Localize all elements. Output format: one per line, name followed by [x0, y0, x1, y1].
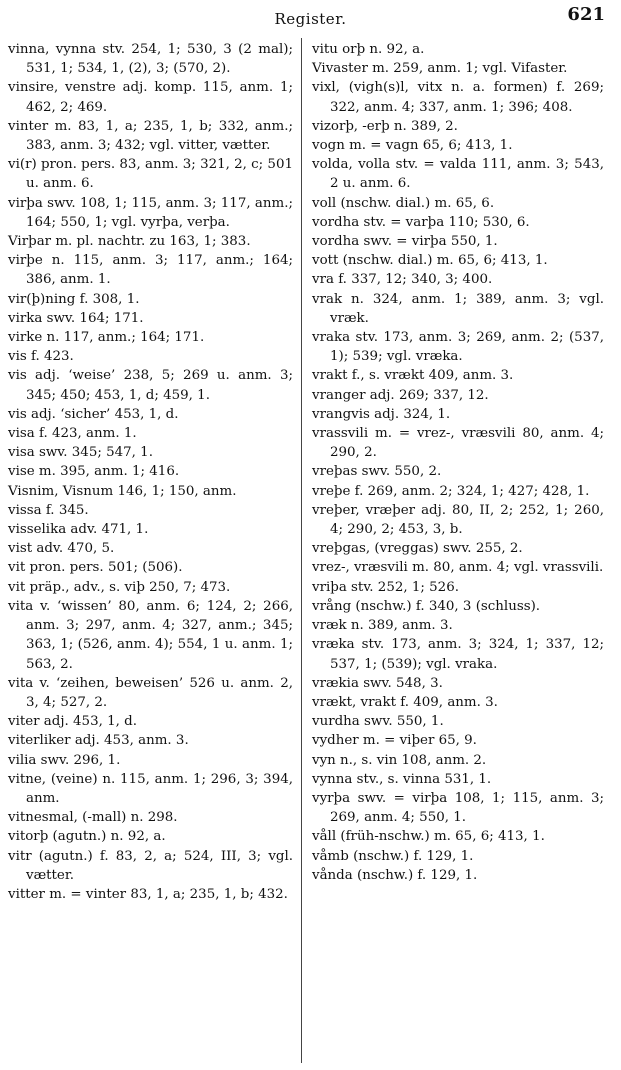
index-entry: vordha stv. = varþa 110; 530, 6. — [312, 214, 530, 230]
index-entry: vynna stv., s. vinna 531, 1. — [312, 771, 492, 787]
index-entry: vrakt f., s. vrækt 409, anm. 3. — [312, 368, 514, 384]
index-entry: Vivaster m. 259, anm. 1; vgl. Vifaster. — [312, 61, 568, 77]
index-entry: våmb (nschw.) f. 129, 1. — [312, 848, 474, 864]
index-entry: viter adj. 453, 1, d. — [8, 714, 137, 730]
index-entry: vit präp., adv., s. viþ 250, 7; 473. — [8, 579, 231, 595]
index-entry: vitter m. = vinter 83, 1, a; 235, 1, b; 432. — [8, 886, 288, 902]
index-entry: visa f. 423, anm. 1. — [8, 426, 137, 442]
index-entry: vræk n. 389, anm. 3. — [312, 618, 453, 634]
index-entry: vit pron. pers. 501; (506). — [8, 560, 183, 576]
running-title: Register. — [274, 10, 347, 28]
index-entry: vrassvili m. = vrez-, vræsvili 80, anm. 4; 290, 2. — [312, 426, 604, 461]
index-entry: volda, volla stv. = valda 111, anm. 3; 543, 2 u. anm. 6. — [312, 157, 604, 192]
index-entry: vraka stv. 173, anm. 3; 269, anm. 2; (537, 1); 539; vgl. vræka. — [312, 330, 604, 365]
index-entry: vist adv. 470, 5. — [8, 541, 115, 557]
index-entry: virþe n. 115, anm. 3; 117, anm.; 164; 386, anm. 1. — [8, 253, 293, 288]
index-entry: vis adj. ‘weise’ 238, 5; 269 u. anm. 3; 345; 450; 453, 1, d; 459, 1. — [8, 368, 293, 403]
index-entry: vræka stv. 173, anm. 3; 324, 1; 337, 12; 537, 1; (539); vgl. vraka. — [312, 637, 604, 672]
index-entry: vreþgas, (vreggas) swv. 255, 2. — [312, 541, 523, 557]
index-entry: vir(þ)ning f. 308, 1. — [8, 291, 140, 307]
index-entry: vott (nschw. dial.) m. 65, 6; 413, 1. — [312, 253, 548, 269]
index-entry: vizorþ, -erþ n. 389, 2. — [312, 118, 458, 134]
index-entry: vrak n. 324, anm. 1; 389, anm. 3; vgl. vræk. — [312, 291, 604, 326]
index-entry: vrång (nschw.) f. 340, 3 (schluss). — [312, 598, 541, 614]
index-entry: vitorþ (agutn.) n. 92, a. — [8, 829, 166, 845]
page-number: 621 — [567, 4, 605, 25]
index-entry: vånda (nschw.) f. 129, 1. — [312, 867, 478, 883]
index-entry: vinter m. 83, 1, a; 235, 1, b; 332, anm.; 383, anm. 3; 432; vgl. vitter, vætter. — [8, 118, 293, 154]
index-entry: vrækt, vrakt f. 409, anm. 3. — [312, 694, 498, 710]
index-entry: vrangvis adj. 324, 1. — [312, 406, 451, 422]
index-entry: vreþer, vræþer adj. 80, II, 2; 252, 1; 260, 4; 290, 2; 453, 3, b. — [312, 502, 604, 538]
page-header — [0, 4, 621, 34]
column-divider — [301, 38, 302, 1063]
left-column — [8, 40, 293, 1070]
index-entry: visselika adv. 471, 1. — [8, 522, 149, 538]
index-entry: vitnesmal, (-mall) n. 298. — [8, 810, 178, 826]
index-entry: vilia swv. 296, 1. — [8, 752, 121, 768]
index-entry: vis f. 423. — [8, 349, 74, 365]
index-entry: vreþas swv. 550, 2. — [312, 464, 442, 480]
right-column — [312, 40, 604, 1070]
index-entry: vitne, (veine) n. 115, anm. 1; 296, 3; 394, anm. — [8, 771, 293, 806]
index-entry: vydher m. = viþer 65, 9. — [312, 733, 477, 749]
index-entry: vyn n., s. vin 108, anm. 2. — [312, 752, 487, 768]
index-entry: vogn m. = vagn 65, 6; 413, 1. — [312, 138, 513, 154]
index-entry: vise m. 395, anm. 1; 416. — [8, 464, 180, 480]
index-entry: vi(r) pron. pers. 83, anm. 3; 321, 2, c; 501 u. anm. 6. — [8, 157, 293, 192]
index-entry: våll (früh-nschw.) m. 65, 6; 413, 1. — [312, 829, 545, 845]
index-entry: visa swv. 345; 547, 1. — [8, 445, 153, 461]
index-entry: vyrþa swv. = virþa 108, 1; 115, anm. 3; 269, anm. 4; 550, 1. — [312, 790, 604, 826]
index-entry: vra f. 337, 12; 340, 3; 400. — [312, 272, 493, 288]
index-entry: viterliker adj. 453, anm. 3. — [8, 733, 189, 749]
index-entry: vinsire, venstre adj. komp. 115, anm. 1; 462, 2; 469. — [8, 80, 293, 115]
index-entry: virþa swv. 108, 1; 115, anm. 3; 117, anm.; 164; 550, 1; vgl. vyrþa, verþa. — [8, 195, 293, 230]
index-entry: vranger adj. 269; 337, 12. — [312, 387, 489, 403]
index-entry: vriþa stv. 252, 1; 526. — [312, 579, 459, 595]
index-entry: virke n. 117, anm.; 164; 171. — [8, 330, 205, 346]
index-entry: vitu orþ n. 92, a. — [312, 42, 425, 57]
index-entry: vita v. ‘zeihen, beweisen’ 526 u. anm. 2, 3, 4; 527, 2. — [8, 675, 293, 710]
index-entry: voll (nschw. dial.) m. 65, 6. — [312, 195, 495, 211]
index-entry: vrez-, vræsvili m. 80, anm. 4; vgl. vrassvili. — [312, 560, 604, 576]
index-entry: vurdha swv. 550, 1. — [312, 714, 444, 730]
index-entry: vreþe f. 269, anm. 2; 324, 1; 427; 428, 1. — [312, 483, 590, 499]
index-entry: vitr (agutn.) f. 83, 2, a; 524, III, 3; vgl. vætter. — [8, 848, 293, 883]
index-entry: vixl, (vigh(s)l, vitx n. a. formen) f. 269; 322, anm. 4; 337, anm. 1; 396; 408. — [312, 80, 604, 115]
index-entry: vinna, vynna stv. 254, 1; 530, 3 (2 mal); 531, 1; 534, 1, (2), 3; (570, 2). — [8, 42, 293, 77]
index-entry: vrækia swv. 548, 3. — [312, 675, 443, 691]
index-entry: vissa f. 345. — [8, 502, 89, 518]
index-entry: vis adj. ‘sicher’ 453, 1, d. — [8, 406, 179, 422]
index-entry: vita v. ‘wissen’ 80, anm. 6; 124, 2; 266, anm. 3; 297, anm. 4; 327, anm.; 345; 363, 1; (526, anm. 4); 554, 1 u. anm. 1; 563, 2. — [8, 598, 293, 672]
index-entry: Visnim, Visnum 146, 1; 150, anm. — [8, 483, 237, 499]
index-entry: Virþar m. pl. nachtr. zu 163, 1; 383. — [8, 234, 251, 250]
index-entry: virka swv. 164; 171. — [8, 310, 144, 326]
index-entry: vordha swv. = virþa 550, 1. — [312, 234, 498, 250]
